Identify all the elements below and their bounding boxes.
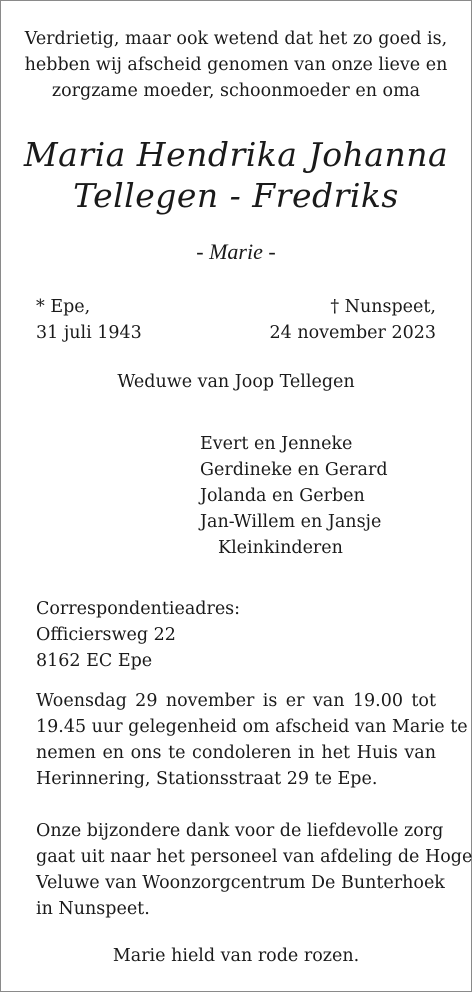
intro-line-1: Verdrietig, maar ook wetend dat het zo goed is, <box>24 29 448 49</box>
intro-line-2: hebben wij afscheid genomen van onze lieve en <box>24 55 448 75</box>
closing-line: Marie hield van rode rozen. <box>112 946 360 966</box>
paragraph-line: Onze bijzondere dank voor de liefdevolle zorg <box>36 821 444 841</box>
widow-line: Weduwe van Joop Tellegen <box>117 372 355 392</box>
paragraph-line: gaat uit naar het personeel van afdeling de Hoge <box>36 847 472 867</box>
intro-text <box>0 26 472 104</box>
grandchildren-label: Kleinkinderen <box>218 538 343 558</box>
death-date: 24 november 2023 <box>269 323 436 343</box>
birth-date: 31 juli 1943 <box>36 323 142 343</box>
child-couple: Jan-Willem en Jansje <box>200 512 382 532</box>
visitation-paragraph <box>36 688 468 792</box>
paragraph-line: 19.45 uur gelegenheid om afscheid van Marie te <box>36 717 468 737</box>
nickname: - Marie - <box>196 239 276 264</box>
birth-place: * Epe, <box>36 297 91 317</box>
child-couple: Jolanda en Gerben <box>200 486 365 506</box>
birth-info <box>36 294 142 346</box>
death-place: † Nunspeet, <box>330 297 436 317</box>
children-list <box>200 431 388 561</box>
paragraph-line: in Nunspeet. <box>36 899 150 919</box>
thanks-paragraph <box>36 818 472 922</box>
child-couple: Evert en Jenneke <box>200 434 353 454</box>
death-info <box>270 294 437 346</box>
address-street: Officiersweg 22 <box>36 625 176 645</box>
child-couple: Gerdineke en Gerard <box>200 460 388 480</box>
deceased-name-line-2: Tellegen - Fredriks <box>73 176 399 215</box>
correspondence-address <box>36 596 240 674</box>
paragraph-line: Woensdag 29 november is er van 19.00 tot <box>36 691 436 711</box>
paragraph-line: nemen en ons te condoleren in het Huis van <box>36 743 436 763</box>
intro-line-3: zorgzame moeder, schoonmoeder en oma <box>51 81 421 101</box>
address-city: 8162 EC Epe <box>36 651 153 671</box>
paragraph-line: Veluwe van Woonzorgcentrum De Bunterhoek <box>36 873 445 893</box>
deceased-name-line-1: Maria Hendrika Johanna <box>23 135 449 174</box>
paragraph-line: Herinnering, Stationsstraat 29 te Epe. <box>36 769 378 789</box>
address-label: Correspondentieadres: <box>36 599 241 619</box>
